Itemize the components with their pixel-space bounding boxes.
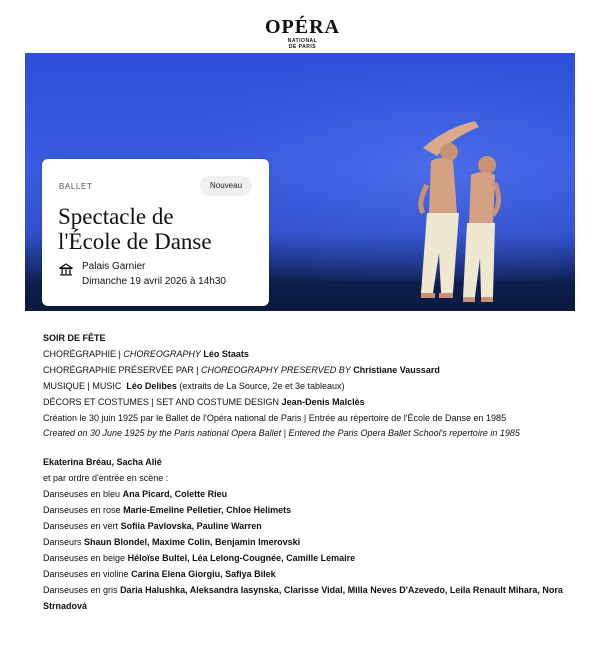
- program-heading: SOIR DE FÊTE: [43, 333, 106, 343]
- logo-wordmark: OPÉRA: [265, 16, 340, 38]
- cast-group-names: Carina Elena Giorgiu, Safiya Bilek: [131, 569, 276, 579]
- cast-principals: Ekaterina Bréau, Sacha Alié: [43, 457, 162, 467]
- cast-group: [43, 566, 563, 582]
- credit-name: Léo Delibes: [126, 381, 177, 391]
- credit-label: MUSIQUE | MUSIC: [43, 381, 122, 391]
- credit-label: DÉCORS ET COSTUMES | SET AND COSTUME DESIGN: [43, 397, 280, 407]
- credit-preserved: [43, 362, 563, 378]
- event-title: [58, 204, 258, 254]
- logo-subtitle-2: DE PARIS: [288, 44, 317, 50]
- credit-label-en: CHOREOGRAPHY: [123, 349, 201, 359]
- new-badge: Nouveau: [200, 176, 252, 196]
- event-card[interactable]: [42, 159, 269, 306]
- credit-design: [43, 394, 563, 410]
- cast-group: [43, 502, 563, 518]
- credit-label-en: CHOREOGRAPHY PRESERVED BY: [201, 365, 351, 375]
- logo-subtitle-1: NATIONAL: [287, 38, 318, 44]
- event-title-line-2: l'École de Danse: [58, 229, 212, 254]
- cast-group-names: Ana Picard, Colette Rieu: [122, 489, 228, 499]
- event-date: Dimanche 19 avril 2026 à 14h30: [82, 276, 226, 287]
- credit-label: CHORÉGRAPHIE PRÉSERVÉE PAR |: [43, 365, 202, 375]
- opera-logo[interactable]: [0, 16, 605, 50]
- cast-group: [43, 518, 563, 534]
- credit-music: [43, 378, 563, 394]
- credit-label: CHORÉGRAPHIE |: [43, 349, 124, 359]
- credit-name: Léo Staats: [203, 349, 249, 359]
- cast-group-label: Danseuses en rose: [43, 505, 121, 515]
- cast-group-names: Shaun Blondel, Maxime Colin, Benjamin Imerovski: [84, 537, 301, 547]
- credit-name: Jean-Denis Malclès: [281, 397, 365, 407]
- cast-group-names: Héloïse Bultel, Léa Lelong-Cougnée, Camille Lemaire: [127, 553, 356, 563]
- cast-group-label: Danseuses en vert: [43, 521, 119, 531]
- cast-group-label: Danseuses en bleu: [43, 489, 121, 499]
- cast-group-label: Danseuses en beige: [43, 553, 126, 563]
- program-details: [43, 330, 563, 614]
- credit-name: Christiane Vaussard: [353, 365, 440, 375]
- event-title-line-1: Spectacle de: [58, 204, 174, 229]
- creation-note-en: Created on 30 June 1925 by the Paris national Opera Ballet | Entered the Paris Opera Ballet School's repertoire in 1985: [43, 428, 520, 438]
- credit-choreography: [43, 346, 563, 362]
- cast-group: [43, 550, 563, 566]
- cast-group-label: Danseuses en gris: [43, 585, 118, 595]
- event-category: BALLET: [59, 182, 93, 191]
- cast-group-names: Sofiia Pavlovska, Pauline Warren: [120, 521, 262, 531]
- creation-note-fr: Création le 30 juin 1925 par le Ballet de l'Opéra national de Paris | Entrée au répertoire de l'École de Danse en 1985: [43, 413, 507, 423]
- cast-group: [43, 582, 563, 614]
- cast-group: [43, 534, 563, 550]
- credit-detail: (extraits de La Source, 2e et 3e tableaux): [179, 381, 345, 391]
- event-venue: Palais Garnier: [82, 261, 146, 272]
- cast-group-names: Daria Halushka, Aleksandra Iasynska, Clarisse Vidal, Milla Neves D'Azevedo, Leila Renault Mihara, Nora Strnadová: [43, 585, 563, 611]
- cast-group-names: Marie-Emeline Pelletier, Chloe Helimets: [123, 505, 292, 515]
- cast-group-label: Danseuses en violine: [43, 569, 129, 579]
- cast-group: [43, 486, 563, 502]
- building-icon: [59, 263, 73, 276]
- cast-order-note: et par ordre d'entrée en scène :: [43, 473, 169, 483]
- cast-group-label: Danseurs: [43, 537, 82, 547]
